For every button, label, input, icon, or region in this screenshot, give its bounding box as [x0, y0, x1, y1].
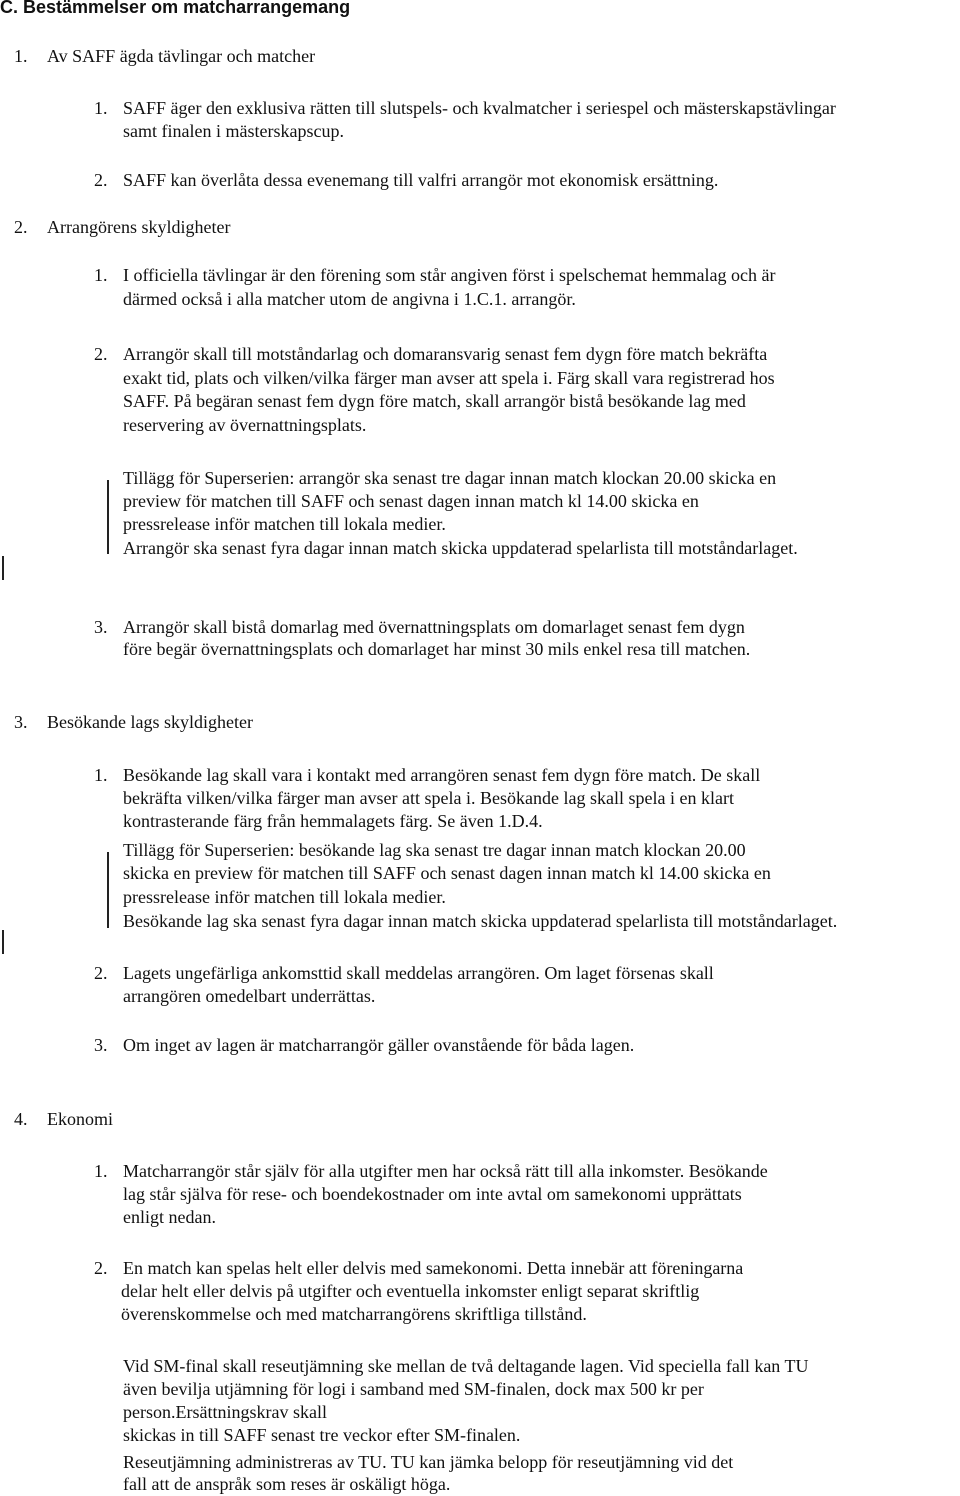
- paragraph-line: Arrangör skall till motståndarlag och domaransvarig senast fem dygn före match bekräfta: [123, 344, 768, 364]
- item-number: 1.: [94, 1161, 108, 1181]
- paragraph-line: Vid SM-final skall reseutjämning ske mellan de två deltagande lagen. Vid speciella fall kan TU: [123, 1356, 809, 1376]
- addendum-line: Besökande lag ska senast fyra dagar innan match skicka uppdaterad spelarlista till motståndarlaget.: [123, 911, 838, 931]
- addendum-line: Arrangör ska senast fyra dagar innan match skicka uppdaterad spelarlista till motståndarlaget.: [123, 538, 798, 558]
- paragraph-line: därmed också i alla matcher utom de angivna i 1.C.1. arrangör.: [123, 289, 576, 309]
- item-number: 2.: [94, 1258, 108, 1278]
- addendum-line: pressrelease inför matchen till lokala medier.: [123, 514, 446, 534]
- paragraph-line: fall att de anspråk som reses är oskäligt höga.: [123, 1474, 451, 1494]
- paragraph-line: Reseutjämning administreras av TU. TU kan jämka belopp för reseutjämning vid det: [123, 1452, 734, 1472]
- change-bar: [2, 556, 4, 580]
- item-number: 1.: [94, 765, 108, 785]
- item-number: 3.: [94, 617, 108, 637]
- paragraph-line: Matcharrangör står själv för alla utgifter men har också rätt till alla inkomster. Besökande: [123, 1161, 768, 1181]
- addendum-line: skicka en preview för matchen till SAFF och senast dagen innan match kl 14.00 skicka en: [123, 863, 771, 883]
- change-bar: [107, 852, 109, 928]
- paragraph-line: exakt tid, plats och vilken/vilka färger man avser att spela i. Färg skall vara registrerad hos: [123, 368, 775, 388]
- heading-number: 1.: [14, 46, 28, 66]
- addendum-line: Tillägg för Superserien: arrangör ska senast tre dagar innan match klockan 20.00 skicka en: [123, 468, 777, 488]
- addendum-line: preview för matchen till SAFF och senast dagen innan match kl 14.00 skicka en: [123, 491, 699, 511]
- paragraph-line: samt finalen i mästerskapscup.: [123, 121, 344, 141]
- paragraph-line: person.Ersättningskrav skall: [123, 1402, 327, 1422]
- heading-number: 2.: [14, 217, 28, 237]
- change-bar: [2, 930, 4, 954]
- paragraph-line: före begär övernattningsplats och domarlaget har minst 30 mils enkel resa till matchen.: [123, 639, 751, 659]
- paragraph-line: enligt nedan.: [123, 1207, 216, 1227]
- paragraph-line: kontrasterande färg från hemmalagets färg. Se även 1.D.4.: [123, 811, 543, 831]
- paragraph-line: reservering av övernattningsplats.: [123, 415, 367, 435]
- heading-number: 3.: [14, 712, 28, 732]
- section-title: C. Bestämmelser om matcharrangemang: [0, 0, 351, 17]
- item-number: 2.: [94, 963, 108, 983]
- paragraph-line: SAFF kan överlåta dessa evenemang till valfri arrangör mot ekonomisk ersättning.: [123, 170, 719, 190]
- heading-title: Arrangörens skyldigheter: [47, 217, 231, 237]
- paragraph-line: Om inget av lagen är matcharrangör gäller ovanstående för båda lagen.: [123, 1035, 635, 1055]
- item-number: 1.: [94, 265, 108, 285]
- heading-title: Av SAFF ägda tävlingar och matcher: [47, 46, 316, 66]
- item-number: 1.: [94, 98, 108, 118]
- item-number: 2.: [94, 344, 108, 364]
- paragraph-line: Lagets ungefärliga ankomsttid skall meddelas arrangören. Om laget försenas skall: [123, 963, 714, 983]
- addendum-line: Tillägg för Superserien: besökande lag ska senast tre dagar innan match klockan 20.00: [123, 840, 746, 860]
- paragraph-line: lag står själva för rese- och boendekostnader om inte avtal om samekonomi upprättats: [123, 1184, 742, 1204]
- paragraph-line: SAFF. På begäran senast fem dygn före match, skall arrangör bistå besökande lag med: [123, 391, 746, 411]
- heading-title: Ekonomi: [47, 1109, 113, 1129]
- paragraph-line: SAFF äger den exklusiva rätten till slutspels- och kvalmatcher i seriespel och mästerskapstävlingar: [123, 98, 836, 118]
- paragraph-line: I officiella tävlingar är den förening som står angiven först i spelschemat hemmalag och är: [123, 265, 776, 285]
- heading-title: Besökande lags skyldigheter: [47, 712, 253, 732]
- addendum-line: pressrelease inför matchen till lokala medier.: [123, 887, 446, 907]
- paragraph-line: Arrangör skall bistå domarlag med övernattningsplats om domarlaget senast fem dygn: [123, 617, 745, 637]
- paragraph-line: arrangören omedelbart underrättas.: [123, 986, 376, 1006]
- paragraph-line: överenskommelse och med matcharrangörens skriftliga tillstånd.: [121, 1304, 587, 1324]
- paragraph-line: skickas in till SAFF senast tre veckor efter SM-finalen.: [123, 1425, 521, 1445]
- paragraph-line: En match kan spelas helt eller delvis med samekonomi. Detta innebär att föreningarna: [123, 1258, 744, 1278]
- item-number: 3.: [94, 1035, 108, 1055]
- heading-number: 4.: [14, 1109, 28, 1129]
- item-number: 2.: [94, 170, 108, 190]
- change-bar: [107, 480, 109, 554]
- paragraph-line: bekräfta vilken/vilka färger man avser att spela i. Besökande lag skall spela i en klart: [123, 788, 734, 808]
- paragraph-line: Besökande lag skall vara i kontakt med arrangören senast fem dygn före match. De skall: [123, 765, 761, 785]
- paragraph-line: delar helt eller delvis på utgifter och eventuella inkomster enligt separat skriftlig: [121, 1281, 700, 1301]
- paragraph-line: även bevilja utjämning för logi i samband med SM-finalen, dock max 500 kr per: [123, 1379, 704, 1399]
